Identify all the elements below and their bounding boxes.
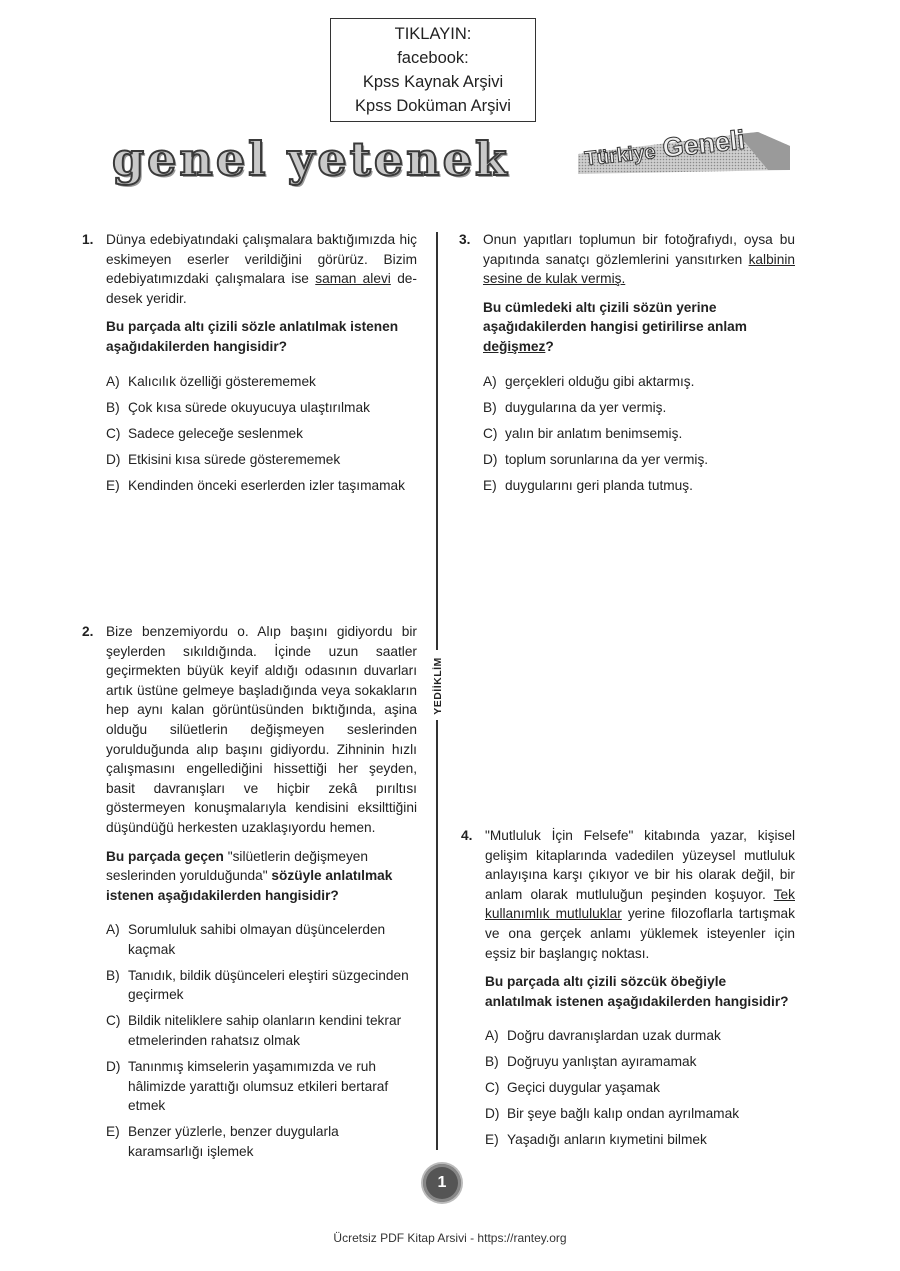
option-text: Yaşadığı anların kıymetini bilmek [507, 1132, 707, 1148]
option-letter: C) [106, 1013, 121, 1029]
question-number: 2. [82, 624, 94, 639]
option-letter: E) [485, 1132, 499, 1148]
stem-text: Dünya edebiyatındaki çalışmalara baktığımızda hiç eskimeyen eserler verildiğini görürüz. Bizim edebiyatımızdaki çalışmalara ise [106, 232, 417, 287]
prompt-bold: Bu parçada geçen [106, 848, 224, 864]
page-number: 1 [423, 1164, 461, 1202]
option-list [106, 920, 417, 1161]
option-letter: D) [485, 1106, 500, 1122]
option-text: Tanınmış kimselerin yaşamımızda ve ruh hâlimizde yarattığı olumsuz etkileri bertaraf etmek [128, 1059, 389, 1114]
prompt-bold: ? [545, 338, 554, 354]
option-d[interactable] [485, 1104, 795, 1124]
underlined-phrase: Tek kullanımlık mutluluklar [485, 886, 795, 922]
option-a[interactable] [106, 372, 417, 392]
underlined-word: değişmez [483, 338, 546, 354]
prompt-quote: "silüetlerin değişmeyen seslerinden yorulduğunda" [106, 848, 369, 884]
option-text: yalın bir anlatım benimsemiş. [505, 425, 683, 441]
question-number: 1. [82, 232, 94, 247]
question-4 [461, 826, 795, 1156]
stem-text: "Mutluluk İçin Felsefe" kitabında yazar, kişisel gelişim kitaplarında vadedilen yüzeysel mutluluk anlayışına karşı çıkıyor ve bir his olarak değil, bir anlam olarak mutluluğun peşinden koşuyor. [485, 828, 795, 902]
option-letter: D) [483, 451, 498, 467]
option-letter: B) [106, 399, 120, 415]
option-text: Kendinden önceki eserlerden izler taşımamak [128, 477, 405, 493]
option-d[interactable] [483, 450, 795, 470]
option-text: Çok kısa sürede okuyucuya ulaştırılmak [128, 399, 370, 415]
underlined-phrase: saman alevi [315, 271, 391, 287]
prompt-bold: Bu cümledeki altı çizili sözün yerine aşağıdakilerden hangisi getirilirse anlam [483, 299, 747, 335]
option-text: toplum sorunlarına da yer vermiş. [505, 451, 709, 467]
option-c[interactable] [106, 424, 417, 444]
question-stem [106, 230, 417, 308]
page-title: genel yetenek [112, 132, 510, 186]
publisher-logo [428, 656, 446, 720]
prompt-bold: sözüyle anlatılmak istenen aşağıdakilerden hangisidir? [106, 868, 393, 903]
option-list [485, 1026, 795, 1150]
option-e[interactable] [483, 476, 795, 496]
option-a[interactable] [106, 920, 417, 959]
question-3 [459, 230, 795, 501]
option-b[interactable] [106, 398, 417, 418]
option-text: Doğru davranışlardan uzak durmak [507, 1028, 721, 1044]
question-2 [82, 622, 417, 1168]
option-e[interactable] [106, 476, 417, 496]
option-e[interactable] [485, 1130, 795, 1150]
publisher-name: YEDİİKLİM [432, 657, 444, 715]
option-letter: E) [106, 477, 120, 493]
option-b[interactable] [106, 966, 417, 1005]
option-letter: A) [485, 1028, 499, 1044]
option-list [106, 372, 417, 496]
option-d[interactable] [106, 1057, 417, 1116]
stem-text: Onun yapıtları toplumun bir fotoğrafıydı, oysa bu yapıtında sanatçı gözlemlerini yansıtırken [483, 232, 795, 267]
option-a[interactable] [483, 372, 795, 392]
option-letter: B) [483, 399, 497, 415]
footer-text: Ücretsiz PDF Kitap Arsivi - https://rantey.org [333, 1231, 567, 1245]
question-number: 4. [461, 828, 473, 843]
option-letter: E) [483, 477, 497, 493]
option-letter: C) [483, 425, 498, 441]
option-letter: B) [485, 1054, 499, 1070]
notice-line: TIKLAYIN: [394, 25, 472, 43]
option-e[interactable] [106, 1122, 417, 1161]
question-stem: Bize benzemiyordu o. Alıp başını gidiyordu bir şeylerden sıkıldığında. İçinde uzun saatler geçirmekten büyük keyif aldığı odasının duvarları artık üstüne gelmeye başladığında veya sokakların hep aynı kalan görüntüsünden bıktığında, aşina olduğu silüetlerin değişmeyen seslerinden yorulduğunda alıp başını gidiyordu. Zihninin hızlı çalışmasını engellediğini hissettiği her şeyden, basit davranışları ve hiçbir zekâ pırıltısı göstermeyen konuşmalarıyla kendisini eksilttiğini düşündüğü herkesten uzaklaşıyordu hemen. [106, 624, 417, 835]
option-text: gerçekleri olduğu gibi aktarmış. [505, 373, 695, 389]
question-prompt [106, 847, 417, 906]
question-prompt: Bu parçada altı çizili sözcük öbeğiyle anlatılmak istenen aşağıdakilerden hangisidir? [485, 974, 789, 1009]
stem-text: yerine filozoflarla tartışmak ve ona gerçek anlamı yüklemek isteyenler için eşsiz bir başlangıç noktası. [485, 906, 795, 961]
badge-small-text: Türkiye [583, 141, 657, 171]
option-text: Doğruyu yanlıştan ayıramamak [507, 1054, 697, 1070]
option-text: Kalıcılık özelliği gösterememek [128, 373, 316, 389]
option-text: Geçici duygular yaşamak [507, 1080, 660, 1096]
stem-text: de-desek yeridir. [106, 271, 417, 306]
option-text: Sadece geleceğe seslenmek [128, 425, 304, 441]
option-letter: C) [106, 425, 121, 441]
option-text: Bir şeye bağlı kalıp ondan ayrılmamak [507, 1106, 740, 1122]
notice-box [330, 18, 536, 122]
option-letter: C) [485, 1080, 500, 1096]
notice-line: Kpss Kaynak Arşivi [362, 73, 504, 91]
option-text: Sorumluluk sahibi olmayan düşüncelerden kaçmak [128, 922, 386, 957]
question-stem [485, 826, 795, 963]
option-text: Bildik niteliklere sahip olanların kendini tekrar etmelerinden rahatsız olmak [128, 1013, 402, 1049]
option-letter: A) [106, 922, 120, 938]
option-b[interactable] [483, 398, 795, 418]
option-letter: E) [106, 1124, 120, 1140]
option-list [483, 372, 795, 496]
option-text: Tanıdık, bildik düşünceleri eleştiri süzgecinden geçirmek [128, 967, 409, 1003]
column-divider [436, 720, 438, 1150]
option-letter: D) [106, 1059, 121, 1075]
badge-large-text: Geneli [661, 124, 747, 164]
option-letter: A) [106, 373, 120, 389]
option-letter: B) [106, 967, 120, 983]
question-prompt: Bu parçada altı çizili sözle anlatılmak istenen aşağıdakilerden hangisidir? [106, 319, 399, 354]
option-d[interactable] [106, 450, 417, 470]
question-1 [82, 230, 417, 501]
option-text: Benzer yüzlerle, benzer duygularla karamsarlığı işlemek [128, 1124, 339, 1159]
option-c[interactable] [106, 1011, 417, 1050]
question-prompt [483, 298, 795, 357]
option-letter: D) [106, 451, 121, 467]
option-text: duygularına da yer vermiş. [505, 399, 667, 415]
underlined-phrase: kalbinin sesine de kulak vermiş. [483, 251, 795, 287]
notice-line: Kpss Doküman Arşivi [355, 97, 511, 115]
option-a[interactable] [485, 1026, 795, 1046]
column-divider [436, 232, 438, 650]
question-number: 3. [459, 232, 471, 247]
option-letter: A) [483, 373, 497, 389]
notice-line: facebook: [397, 49, 469, 67]
option-c[interactable] [483, 424, 795, 444]
option-c[interactable] [485, 1078, 795, 1098]
option-text: Etkisini kısa sürede gösterememek [128, 451, 341, 467]
question-stem [483, 230, 795, 289]
option-text: duygularını geri planda tutmuş. [505, 477, 693, 493]
option-b[interactable] [485, 1052, 795, 1072]
